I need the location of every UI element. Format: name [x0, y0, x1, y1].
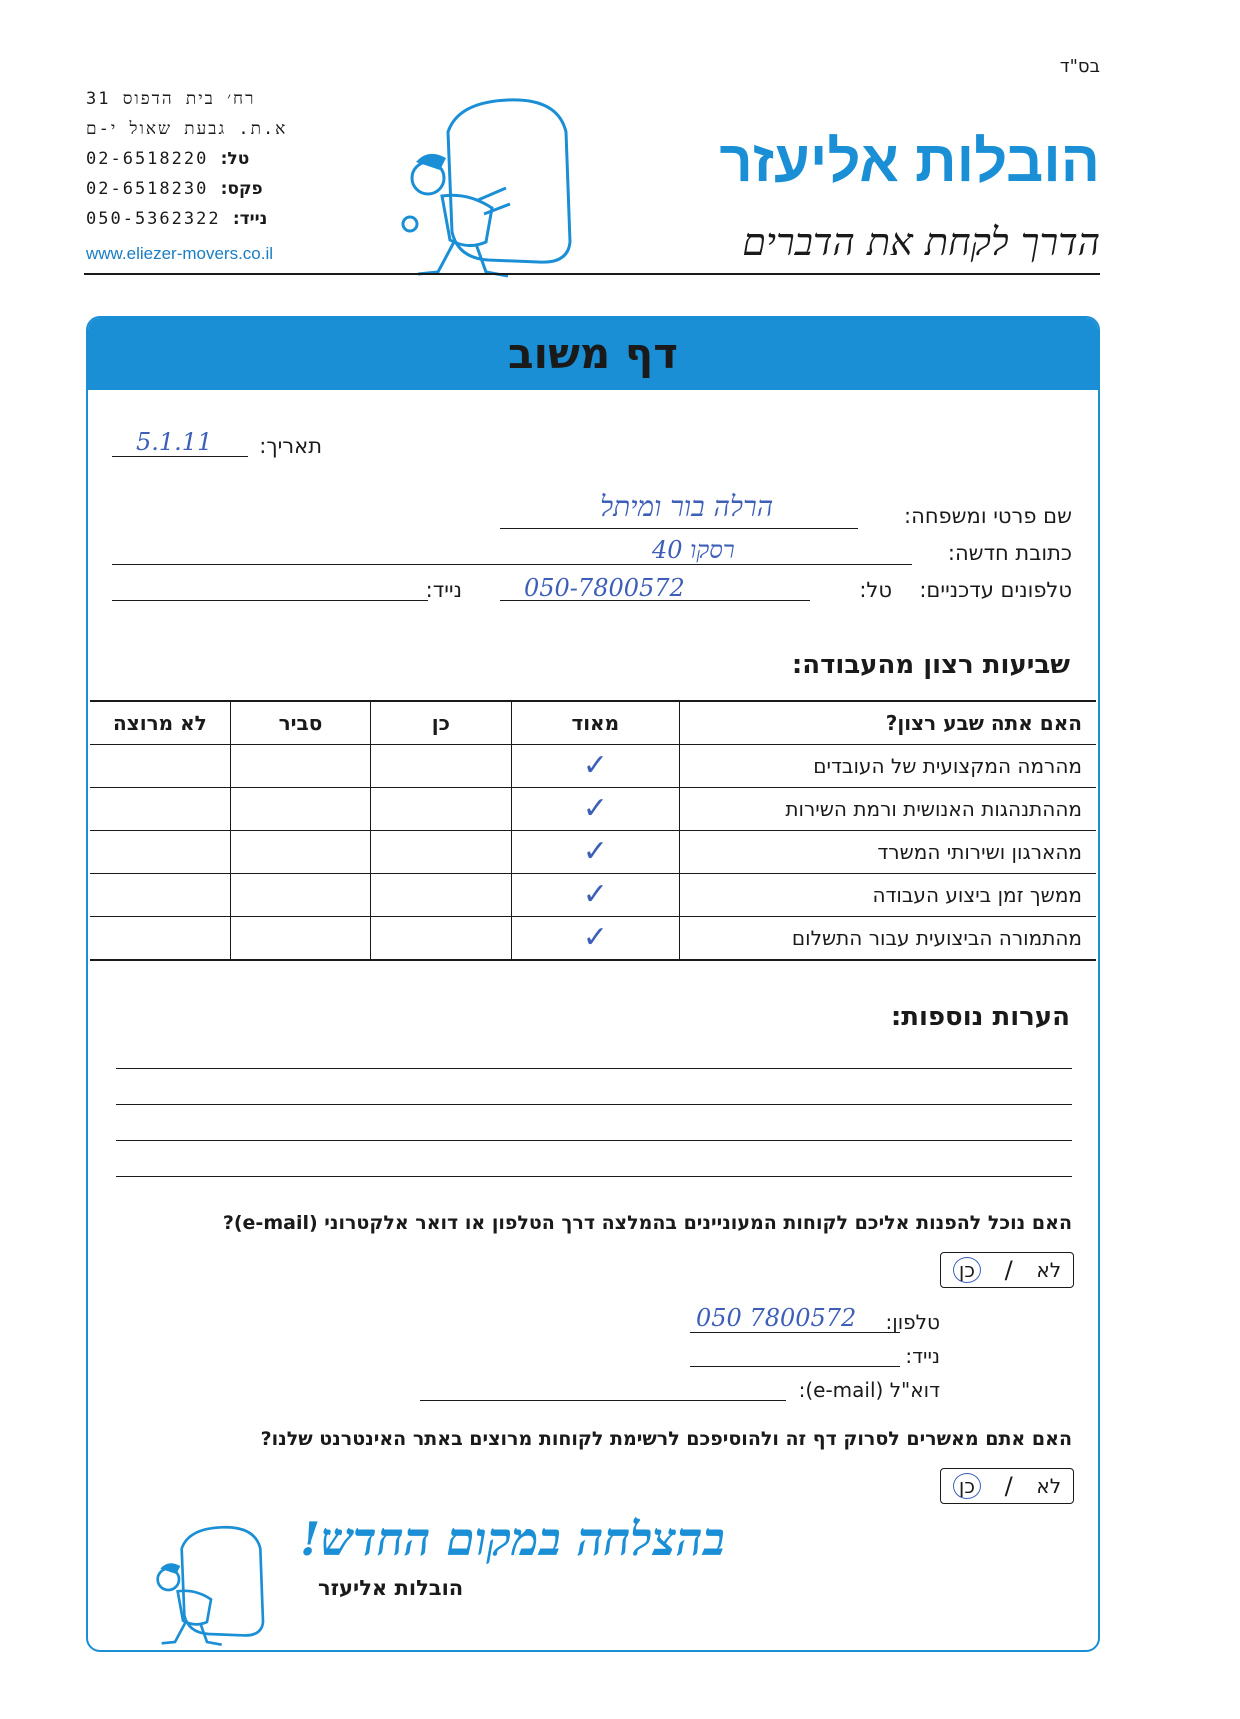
- signoff-company: הובלות אליעזר: [318, 1576, 464, 1600]
- date-line[interactable]: [112, 456, 248, 457]
- scan-yes-no-box[interactable]: [940, 1468, 1074, 1504]
- bsd-mark: בס"ד: [1059, 56, 1100, 77]
- cell-very[interactable]: [511, 917, 679, 961]
- cell-not-satisfied[interactable]: [90, 874, 230, 917]
- name-line[interactable]: [500, 528, 858, 529]
- satisfaction-table: [90, 700, 1096, 961]
- check-mark-icon: ✓: [582, 748, 608, 783]
- row-label: מההתנהגות האנושית ורמת השירות: [679, 788, 1096, 831]
- cell-yes[interactable]: [371, 874, 511, 917]
- address-value[interactable]: רסקו 40: [652, 536, 735, 564]
- company-fax: 02-6518230: [86, 179, 209, 199]
- contact-phone-label: טלפון:: [885, 1310, 940, 1334]
- form-title: דף משוב: [508, 329, 678, 378]
- cell-not-satisfied[interactable]: [90, 831, 230, 874]
- table-row: [90, 831, 1096, 874]
- table-row: [90, 745, 1096, 788]
- row-label: מהרמה המקצועית של העובדים: [679, 745, 1096, 788]
- contact-phone-value[interactable]: 050 7800572: [696, 1304, 857, 1332]
- cell-not-satisfied[interactable]: [90, 917, 230, 961]
- contact-question: האם נוכל להפנות אליכם לקוחות המעוניינים בהמלצה דרך הטלפון או דואר אלקטרוני (e-mail)?: [222, 1212, 1072, 1234]
- check-mark-icon: ✓: [582, 791, 608, 826]
- header-divider: [84, 273, 1100, 275]
- check-mark-icon: ✓: [582, 877, 608, 912]
- company-mobile: 050-5362322: [86, 209, 221, 229]
- col-reasonable: סביר: [230, 701, 371, 745]
- divider-slash-icon: /: [1004, 1472, 1013, 1500]
- table-row: [90, 917, 1096, 961]
- mobile-line[interactable]: [112, 600, 428, 601]
- comment-line-3[interactable]: [116, 1140, 1072, 1141]
- form-title-banner: [88, 318, 1098, 390]
- divider-slash-icon: /: [1004, 1256, 1013, 1284]
- cell-yes[interactable]: [371, 788, 511, 831]
- comment-line-4[interactable]: [116, 1176, 1072, 1177]
- address-line-1: רח׳ בית הדפוס 31: [86, 89, 256, 109]
- phones-mobile-label: נייד:: [425, 578, 462, 602]
- scan-yes-option[interactable]: כן: [953, 1473, 981, 1499]
- contact-phone-line[interactable]: [690, 1332, 900, 1333]
- contact-mobile-label: נייד:: [905, 1344, 940, 1368]
- date-value[interactable]: 5.1.11: [136, 428, 213, 456]
- row-label: ממשך זמן ביצוע העבודה: [679, 874, 1096, 917]
- company-address-block: [86, 84, 316, 234]
- table-row: [90, 874, 1096, 917]
- cell-reasonable[interactable]: [230, 788, 371, 831]
- table-header-row: [90, 701, 1096, 745]
- contact-email-label: דוא"ל (e-mail):: [798, 1378, 940, 1402]
- date-label: תאריך:: [259, 434, 322, 458]
- address-line[interactable]: [112, 564, 912, 565]
- cell-yes[interactable]: [371, 917, 511, 961]
- scan-no-option[interactable]: לא: [1036, 1474, 1062, 1498]
- scan-question: האם אתם מאשרים לסרוק דף זה ולהוסיפכם לרשימת לקוחות מרוצים באתר האינטרנט שלנו?: [260, 1428, 1072, 1450]
- contact-yes-option[interactable]: כן: [953, 1257, 981, 1283]
- cell-reasonable[interactable]: [230, 831, 371, 874]
- cell-very[interactable]: [511, 831, 679, 874]
- cell-very[interactable]: [511, 874, 679, 917]
- question-header: האם אתה שבע רצון?: [679, 701, 1096, 745]
- name-value[interactable]: הרלה בור ומיתל: [600, 490, 774, 523]
- tel-value[interactable]: 050-7800572: [524, 574, 685, 602]
- address-label: כתובת חדשה:: [947, 541, 1072, 565]
- signoff-message: בהצלחה במקום החדש!: [300, 1512, 725, 1566]
- mobile-label: נייד:: [232, 209, 268, 229]
- comment-line-2[interactable]: [116, 1104, 1072, 1105]
- phones-tel-label: טל:: [859, 578, 892, 602]
- phones-label: טלפונים עדכניים:: [919, 578, 1072, 602]
- cell-reasonable[interactable]: [230, 917, 371, 961]
- col-very: מאוד: [511, 701, 679, 745]
- col-yes: כן: [371, 701, 511, 745]
- fax-label: פקס:: [220, 179, 263, 199]
- row-label: מהתמורה הביצועית עבור התשלום: [679, 917, 1096, 961]
- mover-mascot-logo: [388, 92, 578, 288]
- cell-yes[interactable]: [371, 745, 511, 788]
- company-website[interactable]: www.eliezer-movers.co.il: [86, 244, 274, 263]
- cell-reasonable[interactable]: [230, 745, 371, 788]
- check-mark-icon: ✓: [582, 834, 608, 869]
- check-mark-icon: ✓: [582, 920, 608, 955]
- cell-not-satisfied[interactable]: [90, 745, 230, 788]
- company-tel: 02-6518220: [86, 149, 209, 169]
- comment-line-1[interactable]: [116, 1068, 1072, 1069]
- comments-title: הערות נוספות:: [890, 1002, 1070, 1032]
- cell-very[interactable]: [511, 745, 679, 788]
- company-name: הובלות אליעזר: [719, 129, 1100, 194]
- table-row: [90, 788, 1096, 831]
- cell-reasonable[interactable]: [230, 874, 371, 917]
- cell-not-satisfied[interactable]: [90, 788, 230, 831]
- mover-mascot-small-icon: [140, 1522, 270, 1654]
- contact-email-line[interactable]: [420, 1400, 786, 1401]
- contact-yes-no-box[interactable]: [940, 1252, 1074, 1288]
- contact-no-option[interactable]: לא: [1036, 1258, 1062, 1282]
- satisfaction-title: שביעות רצון מהעבודה:: [791, 650, 1070, 680]
- address-line-2: א.ת. גבעת שאול י-ם: [86, 119, 288, 139]
- name-label: שם פרטי ומשפחה:: [904, 504, 1072, 528]
- cell-yes[interactable]: [371, 831, 511, 874]
- company-slogan: הדרך לקחת את הדברים: [742, 220, 1100, 264]
- row-label: מהארגון ושירותי המשרד: [679, 831, 1096, 874]
- col-not-satisfied: לא מרוצה: [90, 701, 230, 745]
- contact-mobile-line[interactable]: [690, 1366, 900, 1367]
- tel-label: טל:: [220, 149, 250, 169]
- cell-very[interactable]: [511, 788, 679, 831]
